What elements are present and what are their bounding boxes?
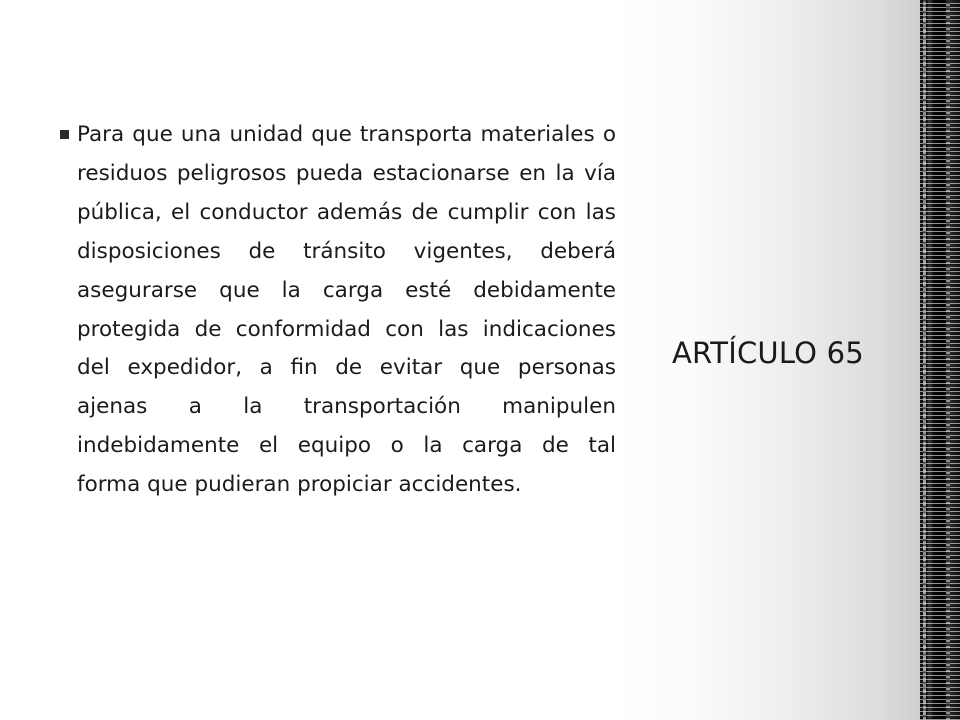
slide-title: ARTÍCULO 65 <box>672 336 864 370</box>
bullet-list <box>58 116 616 505</box>
square-bullet-icon <box>60 130 69 139</box>
decorative-edge-band <box>920 0 960 720</box>
bullet-item <box>58 116 616 505</box>
bullet-text: Para que una unidad que transporta materiales o residuos peligrosos pueda estacionarse en la vía pública, el conductor además de cumplir con las disposiciones de tránsito vigentes, deberá asegurarse que la carga esté debidamente protegida de conformidad con las indicaciones del expedidor, a fin de evitar que personas ajenas a la transportación manipulen indebidamente el equipo o la carga de tal forma que pudieran propiciar accidentes. <box>77 122 616 498</box>
